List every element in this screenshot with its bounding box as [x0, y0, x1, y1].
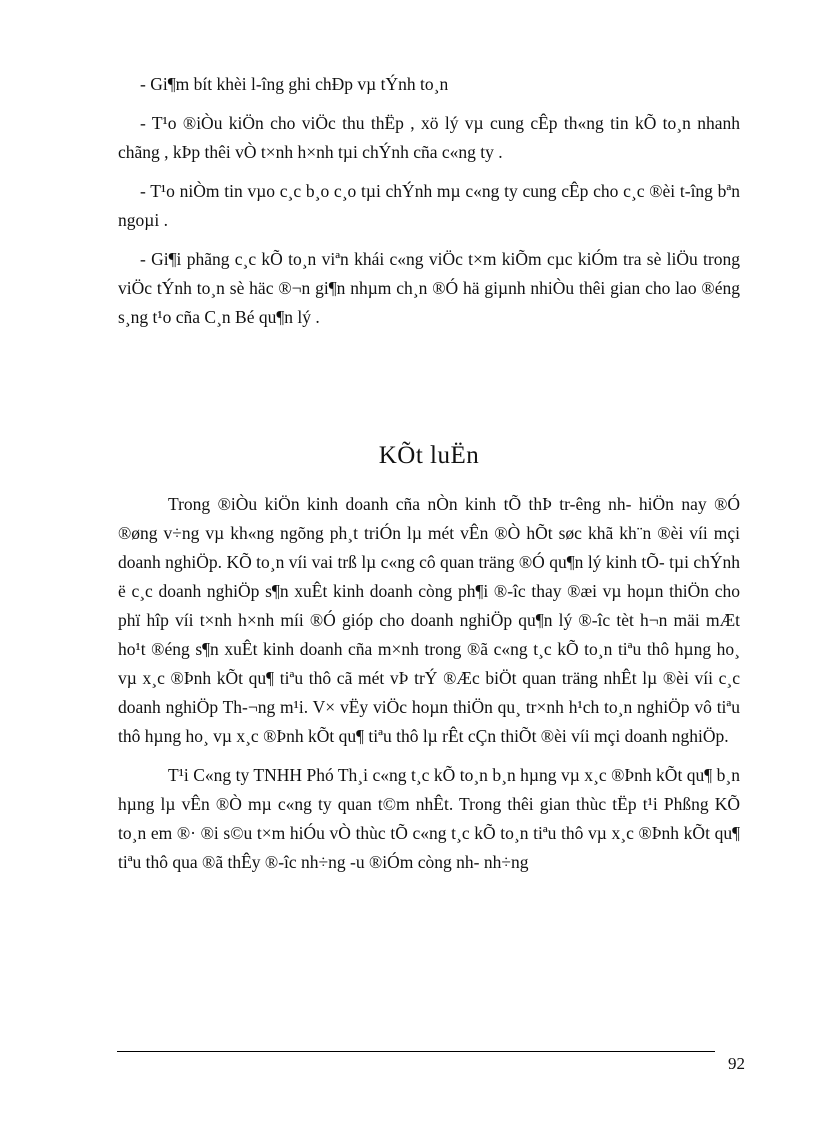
- bullet-item: - Gi¶m bít khèi l-îng ghi chÐp vµ tÝnh to¸n: [140, 74, 449, 94]
- body-paragraph: Trong ®iÒu kiÖn kinh doanh cña nÒn kinh tÕ thÞ tr-êng nh- hiÖn nay ®Ó ®øng v÷ng vµ kh«ng ngõng ph¸t triÓn lµ mét vÊn ®Ò hÕt søc khã kh¨n ®èi víi mçi doanh nghiÖp. KÕ to¸n víi vai trß lµ c«ng cô quan träng ®Ó qu¶n lý kinh tÕ- tµi chÝnh ë c¸c doanh nghiÖp s¶n xuÊt kinh doanh còng ph¶i ®-îc thay ®æi vµ hoµn thiÖn cho phï hîp víi t×nh h×nh míi ®Ó gióp cho doanh nghiÖp qu¶n lý ®-îc tèt h¬n mäi mÆt ho¹t ®éng s¶n xuÊt kinh doanh cña m×nh trong ®ã c«ng t¸c kÕ to¸n tiªu thô hµng ho¸ vµ x¸c ®Þnh kÕt qu¶ tiªu thô cã mét vÞ trÝ ®Æc biÖt quan träng nhÊt lµ ®èi víi c¸c doanh nghiÖp Th-¬ng m¹i. V× vËy viÖc hoµn thiÖn qu¸ tr×nh h¹ch to¸n nghiÖp vô tiªu thô hµng ho¸ vµ x¸c ®Þnh kÕt qu¶ tiªu thô lµ rÊt cÇn thiÕt ®èi víi mçi doanh nghiÖp.: [118, 494, 740, 746]
- bullet-item: - T¹o ®iÒu kiÖn cho viÖc thu thËp , xö lý vµ cung cÊp th«ng tin kÕ to¸n nhanh chãng , kÞp thêi vÒ t×nh h×nh tµi chÝnh cña c«ng ty .: [118, 113, 740, 162]
- page-content: [118, 70, 740, 887]
- bullet-item: - Gi¶i phãng c¸c kÕ to¸n viªn khái c«ng viÖc t×m kiÕm cµc kiÓm tra sè liÖu trong viÖc tÝnh to¸n sè häc ®¬n gi¶n nhµm ch¸n ®Ó hä giµnh nhiÒu thêi gian cho lao ®éng s¸ng t¹o cña C¸n Bé qu¶n lý .: [118, 249, 740, 327]
- section-heading: KÕt luËn: [378, 442, 480, 469]
- bullet-item: - T¹o niÒm tin vµo c¸c b¸o c¸o tµi chÝnh mµ c«ng ty cung cÊp cho c¸c ®èi t-îng bªn ngoµi .: [118, 181, 740, 230]
- footer-rule: [117, 1051, 715, 1052]
- page-number: 92: [728, 1054, 745, 1073]
- body-paragraph: T¹i C«ng ty TNHH Phó Th¸i c«ng t¸c kÕ to¸n b¸n hµng vµ x¸c ®Þnh kÕt qu¶ b¸n hµng lµ vÊn ®Ò mµ c«ng ty quan t©m nhÊt. Trong thêi gian thùc tËp t¹i Phßng KÕ to¸n em ®· ®i s©u t×m hiÓu vÒ thùc tÕ c«ng t¸c kÕ to¸n tiªu thô vµ x¸c ®Þnh kÕt qu¶ tiªu thô qua ®ã thÊy ®-îc nh÷ng -u ®iÓm còng nh- nh÷ng: [118, 765, 740, 872]
